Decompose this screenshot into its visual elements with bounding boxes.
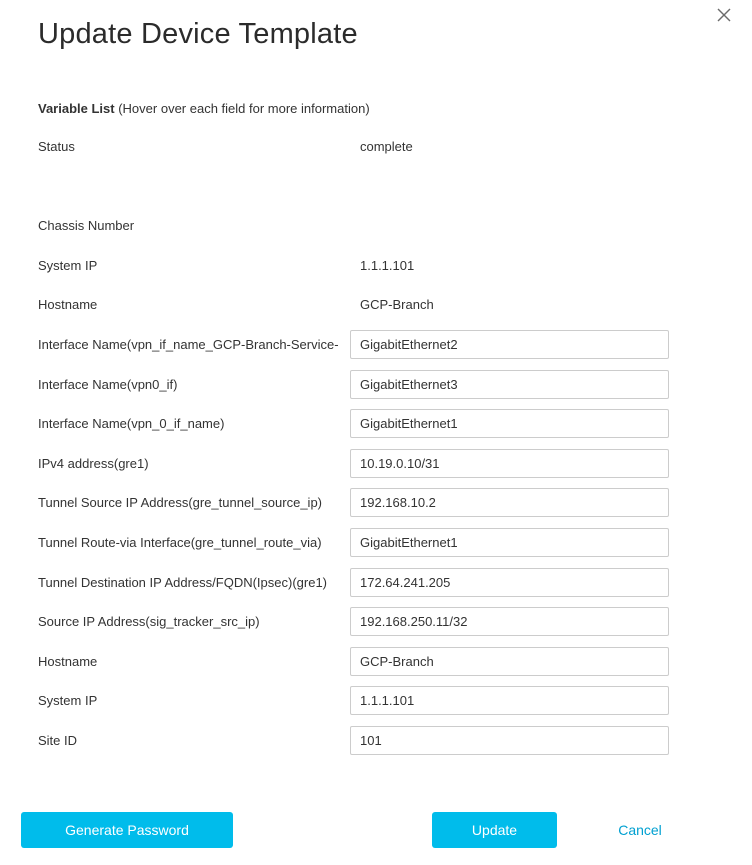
- row-ipv4-address-gre1: [0, 449, 752, 489]
- hostname-input[interactable]: [350, 647, 669, 676]
- row-label: Tunnel Destination IP Address/FQDN(Ipsec)(gre1): [38, 574, 328, 590]
- row-hostname: [0, 647, 752, 687]
- row-interface-name-service: [0, 330, 752, 370]
- row-hostname-static: [0, 290, 752, 330]
- row-label: Chassis Number: [38, 218, 135, 234]
- site-id-input[interactable]: [350, 726, 669, 755]
- row-label: Tunnel Route-via Interface(gre_tunnel_route_via): [38, 534, 322, 550]
- row-system-ip-static: [0, 251, 752, 291]
- cancel-button[interactable]: Cancel: [598, 812, 682, 848]
- row-tunnel-source-ip: [0, 488, 752, 528]
- row-label: Hostname: [38, 297, 98, 313]
- row-value: GCP-Branch: [360, 297, 434, 313]
- row-label: IPv4 address(gre1): [38, 455, 149, 471]
- row-label: Source IP Address(sig_tracker_src_ip): [38, 614, 260, 630]
- row-tunnel-route-via: [0, 528, 752, 568]
- variable-rows: [0, 132, 752, 766]
- generate-password-button[interactable]: Generate Password: [21, 812, 233, 848]
- row-label: Interface Name(vpn0_if): [38, 376, 178, 392]
- close-icon[interactable]: [713, 4, 735, 26]
- row-site-id: [0, 726, 752, 766]
- row-value: complete: [360, 139, 413, 154]
- update-button[interactable]: Update: [432, 812, 557, 848]
- tunnel-source-ip-input[interactable]: [350, 488, 669, 517]
- variable-list-header: [38, 101, 370, 116]
- interface-name-vpn0-if-input[interactable]: [350, 370, 669, 399]
- sig-tracker-src-ip-input[interactable]: [350, 607, 669, 636]
- row-label: Hostname: [38, 653, 98, 669]
- dialog-footer: [0, 799, 752, 865]
- tunnel-route-via-input[interactable]: [350, 528, 669, 557]
- interface-name-vpn0-if-name-input[interactable]: [350, 409, 669, 438]
- row-tunnel-destination-ip: [0, 568, 752, 608]
- row-label: Status: [38, 139, 75, 154]
- tunnel-destination-ip-input[interactable]: [350, 568, 669, 597]
- ipv4-address-gre1-input[interactable]: [350, 449, 669, 478]
- row-label: System IP: [38, 693, 98, 709]
- row-source-ip-sig-tracker: [0, 607, 752, 647]
- row-label: Interface Name(vpn_0_if_name): [38, 416, 225, 432]
- row-chassis-number: [0, 211, 752, 251]
- row-label: Tunnel Source IP Address(gre_tunnel_source_ip): [38, 495, 323, 511]
- row-label: Interface Name(vpn_if_name_GCP-Branch-Service-: [38, 336, 339, 352]
- row-label: System IP: [38, 257, 98, 273]
- variable-list-hint: (Hover over each field for more information): [118, 101, 370, 116]
- interface-name-service-input[interactable]: [350, 330, 669, 359]
- variable-list-label: Variable List: [38, 101, 115, 116]
- system-ip-input[interactable]: [350, 686, 669, 715]
- row-label: Site ID: [38, 732, 78, 748]
- row-spacer: [0, 172, 752, 212]
- row-status: [0, 132, 752, 172]
- row-interface-name-vpn0-if-name: [0, 409, 752, 449]
- row-value: 1.1.1.101: [360, 257, 415, 273]
- row-system-ip: [0, 686, 752, 726]
- page-title: Update Device Template: [38, 18, 358, 50]
- row-interface-name-vpn0-if: [0, 370, 752, 410]
